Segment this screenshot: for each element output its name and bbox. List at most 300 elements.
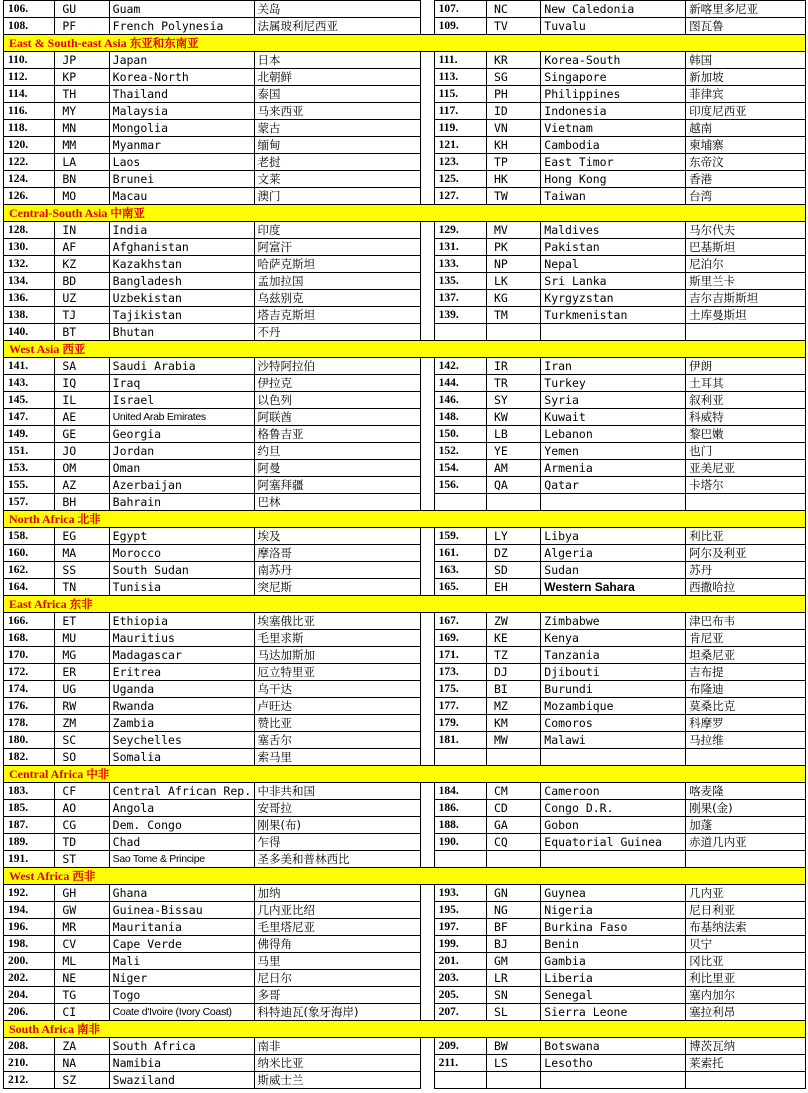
column-gap — [420, 698, 434, 715]
country-name-en: Laos — [109, 154, 254, 171]
country-name-en: Saudi Arabia — [109, 358, 254, 375]
country-code: BF — [486, 919, 540, 936]
country-index: 211. — [434, 1055, 486, 1072]
country-code: SD — [486, 562, 540, 579]
country-code: CQ — [486, 834, 540, 851]
table-row — [4, 545, 806, 562]
country-code: IR — [486, 358, 540, 375]
country-name-zh: 叙利亚 — [686, 392, 806, 409]
country-index: 196. — [4, 919, 55, 936]
country-name-zh: 科摩罗 — [686, 715, 806, 732]
country-name-zh: 几内亚比绍 — [254, 902, 420, 919]
country-name-en: Togo — [109, 987, 254, 1004]
country-index: 120. — [4, 137, 55, 154]
country-code: AO — [55, 800, 109, 817]
country-name-en — [541, 1072, 686, 1089]
country-code: IN — [55, 222, 109, 239]
country-name-zh: 摩洛哥 — [254, 545, 420, 562]
country-index: 162. — [4, 562, 55, 579]
country-name-zh: 印度 — [254, 222, 420, 239]
country-index: 206. — [4, 1004, 55, 1021]
country-index: 195. — [434, 902, 486, 919]
country-name-zh: 莱索托 — [686, 1055, 806, 1072]
table-row — [4, 1072, 806, 1089]
country-name-en: Burundi — [541, 681, 686, 698]
country-name-zh: 巴林 — [254, 494, 420, 511]
country-name-zh: 亚美尼亚 — [686, 460, 806, 477]
country-name-en: Turkmenistan — [541, 307, 686, 324]
country-code: EG — [55, 528, 109, 545]
country-code: CI — [55, 1004, 109, 1021]
country-name-en: Brunei — [109, 171, 254, 188]
column-gap — [420, 443, 434, 460]
country-name-zh: 西撒哈拉 — [686, 579, 806, 596]
country-name-en — [541, 494, 686, 511]
country-name-zh: 利比里亚 — [686, 970, 806, 987]
country-name-en: Uganda — [109, 681, 254, 698]
country-index: 199. — [434, 936, 486, 953]
country-code: BN — [55, 171, 109, 188]
country-code: OM — [55, 460, 109, 477]
table-row — [4, 171, 806, 188]
country-code: LA — [55, 154, 109, 171]
country-code: MY — [55, 103, 109, 120]
country-code: LR — [486, 970, 540, 987]
country-code: AF — [55, 239, 109, 256]
country-code: YE — [486, 443, 540, 460]
table-row — [4, 375, 806, 392]
country-code: SA — [55, 358, 109, 375]
country-index: 148. — [434, 409, 486, 426]
country-index: 150. — [434, 426, 486, 443]
country-name-zh: 加蓬 — [686, 817, 806, 834]
column-gap — [420, 273, 434, 290]
section-title-en: East Africa — [9, 597, 67, 611]
column-gap — [420, 647, 434, 664]
section-header — [4, 1021, 806, 1038]
table-row — [4, 137, 806, 154]
table-row — [4, 69, 806, 86]
country-name-zh: 文莱 — [254, 171, 420, 188]
table-row — [4, 1, 806, 18]
country-index: 175. — [434, 681, 486, 698]
country-name-zh: 科威特 — [686, 409, 806, 426]
section-header — [4, 766, 806, 783]
column-gap — [420, 137, 434, 154]
country-index: 114. — [4, 86, 55, 103]
country-code: MU — [55, 630, 109, 647]
country-index: 131. — [434, 239, 486, 256]
column-gap — [420, 86, 434, 103]
column-gap — [420, 307, 434, 324]
country-name-en: Tunisia — [109, 579, 254, 596]
country-name-en: Malaysia — [109, 103, 254, 120]
table-row — [4, 732, 806, 749]
country-code — [486, 749, 540, 766]
country-name-zh: 土耳其 — [686, 375, 806, 392]
country-name-zh: 巴基斯坦 — [686, 239, 806, 256]
country-name-en: Sri Lanka — [541, 273, 686, 290]
country-name-zh: 伊拉克 — [254, 375, 420, 392]
country-name-en: Djibouti — [541, 664, 686, 681]
country-name-zh: 苏丹 — [686, 562, 806, 579]
column-gap — [420, 664, 434, 681]
country-name-en: Burkina Faso — [541, 919, 686, 936]
country-index: 130. — [4, 239, 55, 256]
country-code: GE — [55, 426, 109, 443]
table-row — [4, 613, 806, 630]
country-index: 166. — [4, 613, 55, 630]
table-row — [4, 902, 806, 919]
country-code: HK — [486, 171, 540, 188]
country-index: 198. — [4, 936, 55, 953]
country-code: TZ — [486, 647, 540, 664]
country-name-zh: 孟加拉国 — [254, 273, 420, 290]
country-name-zh: 肯尼亚 — [686, 630, 806, 647]
country-name-en: Tuvalu — [541, 18, 686, 35]
table-row — [4, 800, 806, 817]
column-gap — [420, 987, 434, 1004]
country-name-zh: 伊朗 — [686, 358, 806, 375]
country-name-en: Guinea-Bissau — [109, 902, 254, 919]
country-index: 205. — [434, 987, 486, 1004]
country-code: NP — [486, 256, 540, 273]
country-code: BD — [55, 273, 109, 290]
country-name-en: Pakistan — [541, 239, 686, 256]
country-code: AE — [55, 409, 109, 426]
country-code: RW — [55, 698, 109, 715]
country-code: SZ — [55, 1072, 109, 1089]
country-code: ER — [55, 664, 109, 681]
country-index: 154. — [434, 460, 486, 477]
country-index: 153. — [4, 460, 55, 477]
country-name-zh: 几内亚 — [686, 885, 806, 902]
country-name-zh: 黎巴嫩 — [686, 426, 806, 443]
country-index: 177. — [434, 698, 486, 715]
country-index: 203. — [434, 970, 486, 987]
country-index: 135. — [434, 273, 486, 290]
section-header — [4, 868, 806, 885]
country-index: 116. — [4, 103, 55, 120]
country-code: BT — [55, 324, 109, 341]
country-index: 127. — [434, 188, 486, 205]
table-row — [4, 188, 806, 205]
table-row — [4, 290, 806, 307]
country-name-en: Iran — [541, 358, 686, 375]
country-name-zh: 阿塞拜疆 — [254, 477, 420, 494]
table-row — [4, 392, 806, 409]
country-code: PK — [486, 239, 540, 256]
country-name-en — [541, 324, 686, 341]
country-code: GW — [55, 902, 109, 919]
country-name-en: Kenya — [541, 630, 686, 647]
country-index: 106. — [4, 1, 55, 18]
table-row — [4, 103, 806, 120]
country-code: LY — [486, 528, 540, 545]
country-index: 173. — [434, 664, 486, 681]
country-name-en: New Caledonia — [541, 1, 686, 18]
column-gap — [420, 1038, 434, 1055]
country-name-zh: 尼日尔 — [254, 970, 420, 987]
country-index: 193. — [434, 885, 486, 902]
country-code: MV — [486, 222, 540, 239]
country-index: 197. — [434, 919, 486, 936]
country-name-zh — [686, 749, 806, 766]
table-row — [4, 18, 806, 35]
country-code: MZ — [486, 698, 540, 715]
country-code: TV — [486, 18, 540, 35]
column-gap — [420, 69, 434, 86]
column-gap — [420, 732, 434, 749]
country-code: QA — [486, 477, 540, 494]
country-index: 194. — [4, 902, 55, 919]
country-code: UZ — [55, 290, 109, 307]
country-code: BW — [486, 1038, 540, 1055]
column-gap — [420, 171, 434, 188]
section-title-en: West Asia — [9, 342, 60, 356]
column-gap — [420, 681, 434, 698]
country-name-zh: 乌干达 — [254, 681, 420, 698]
country-code: KM — [486, 715, 540, 732]
country-name-zh: 塞拉利昂 — [686, 1004, 806, 1021]
country-index: 179. — [434, 715, 486, 732]
country-name-zh: 约旦 — [254, 443, 420, 460]
country-index: 142. — [434, 358, 486, 375]
table-row — [4, 494, 806, 511]
country-name-zh: 乍得 — [254, 834, 420, 851]
column-gap — [420, 256, 434, 273]
country-code: BJ — [486, 936, 540, 953]
country-name-zh: 马尔代夫 — [686, 222, 806, 239]
country-name-en: Jordan — [109, 443, 254, 460]
country-code: IL — [55, 392, 109, 409]
country-code: IQ — [55, 375, 109, 392]
country-name-zh: 突尼斯 — [254, 579, 420, 596]
section-header — [4, 511, 806, 528]
country-name-zh: 尼泊尔 — [686, 256, 806, 273]
country-code: SO — [55, 749, 109, 766]
country-name-zh: 布隆迪 — [686, 681, 806, 698]
country-code: ID — [486, 103, 540, 120]
country-code: ZA — [55, 1038, 109, 1055]
country-name-en: Qatar — [541, 477, 686, 494]
column-gap — [420, 324, 434, 341]
country-name-zh: 北朝鲜 — [254, 69, 420, 86]
column-gap — [420, 630, 434, 647]
country-code: MN — [55, 120, 109, 137]
country-code: ZW — [486, 613, 540, 630]
country-name-zh: 土库曼斯坦 — [686, 307, 806, 324]
section-header — [4, 341, 806, 358]
country-code: MM — [55, 137, 109, 154]
column-gap — [420, 783, 434, 800]
country-name-en: Kuwait — [541, 409, 686, 426]
country-code: PH — [486, 86, 540, 103]
table-row — [4, 426, 806, 443]
country-name-zh: 斯里兰卡 — [686, 273, 806, 290]
country-name-en: Philippines — [541, 86, 686, 103]
country-name-zh: 津巴布韦 — [686, 613, 806, 630]
column-gap — [420, 409, 434, 426]
country-index: 149. — [4, 426, 55, 443]
country-index: 157. — [4, 494, 55, 511]
country-name-en: Lebanon — [541, 426, 686, 443]
section-title-zh: 东亚和东南亚 — [129, 36, 199, 50]
country-name-en: Cambodia — [541, 137, 686, 154]
country-name-zh: 关岛 — [254, 1, 420, 18]
country-code: ST — [55, 851, 109, 868]
country-name-zh: 哈萨克斯坦 — [254, 256, 420, 273]
country-code: LB — [486, 426, 540, 443]
country-index: 184. — [434, 783, 486, 800]
country-name-en: Armenia — [541, 460, 686, 477]
country-name-zh: 科特迪瓦(象牙海岸) — [254, 1004, 420, 1021]
table-row — [4, 749, 806, 766]
country-name-en: Morocco — [109, 545, 254, 562]
column-gap — [420, 1072, 434, 1089]
country-name-en: Zambia — [109, 715, 254, 732]
section-title — [4, 868, 806, 885]
country-code: ZM — [55, 715, 109, 732]
country-code-table — [3, 0, 806, 1089]
country-index: 124. — [4, 171, 55, 188]
country-name-en: Eritrea — [109, 664, 254, 681]
column-gap — [420, 970, 434, 987]
country-name-zh: 佛得角 — [254, 936, 420, 953]
section-title-zh: 北非 — [77, 512, 101, 526]
country-name-en: Mongolia — [109, 120, 254, 137]
country-name-zh: 图瓦鲁 — [686, 18, 806, 35]
country-name-en: Mauritius — [109, 630, 254, 647]
column-gap — [420, 52, 434, 69]
country-index: 183. — [4, 783, 55, 800]
country-index: 121. — [434, 137, 486, 154]
column-gap — [420, 851, 434, 868]
column-gap — [420, 426, 434, 443]
section-title — [4, 1021, 806, 1038]
column-gap — [420, 188, 434, 205]
country-name-zh: 塞内加尔 — [686, 987, 806, 1004]
country-name-zh: 南非 — [254, 1038, 420, 1055]
country-index: 118. — [4, 120, 55, 137]
country-code: EH — [486, 579, 540, 596]
country-name-en: Libya — [541, 528, 686, 545]
country-code: NC — [486, 1, 540, 18]
country-name-en: India — [109, 222, 254, 239]
table-row — [4, 528, 806, 545]
country-code: SN — [486, 987, 540, 1004]
column-gap — [420, 222, 434, 239]
country-index: 168. — [4, 630, 55, 647]
country-name-en: Namibia — [109, 1055, 254, 1072]
country-name-zh: 马拉维 — [686, 732, 806, 749]
country-code: TW — [486, 188, 540, 205]
country-name-zh: 香港 — [686, 171, 806, 188]
country-name-en: Sao Tome & Principe — [109, 851, 254, 868]
country-name-en: Seychelles — [109, 732, 254, 749]
country-name-zh: 冈比亚 — [686, 953, 806, 970]
country-index — [434, 324, 486, 341]
country-name-en: Comoros — [541, 715, 686, 732]
country-name-en: Gobon — [541, 817, 686, 834]
country-index: 152. — [434, 443, 486, 460]
country-index: 125. — [434, 171, 486, 188]
table-row — [4, 681, 806, 698]
country-name-en: Nepal — [541, 256, 686, 273]
country-index: 169. — [434, 630, 486, 647]
country-name-zh: 贝宁 — [686, 936, 806, 953]
country-index: 191. — [4, 851, 55, 868]
country-index: 171. — [434, 647, 486, 664]
country-name-zh: 吉尔吉斯斯坦 — [686, 290, 806, 307]
column-gap — [420, 885, 434, 902]
country-code: VN — [486, 120, 540, 137]
country-index: 172. — [4, 664, 55, 681]
country-code: KE — [486, 630, 540, 647]
country-code: GN — [486, 885, 540, 902]
country-name-en: Indonesia — [541, 103, 686, 120]
country-name-zh: 坦桑尼亚 — [686, 647, 806, 664]
country-name-zh — [686, 324, 806, 341]
country-name-zh: 埃塞俄比亚 — [254, 613, 420, 630]
country-code: TR — [486, 375, 540, 392]
country-name-en: Oman — [109, 460, 254, 477]
country-index: 174. — [4, 681, 55, 698]
country-name-en: Benin — [541, 936, 686, 953]
country-code: TG — [55, 987, 109, 1004]
country-name-en: South Sudan — [109, 562, 254, 579]
country-code: ML — [55, 953, 109, 970]
country-index: 158. — [4, 528, 55, 545]
column-gap — [420, 528, 434, 545]
country-code: KZ — [55, 256, 109, 273]
country-index: 165. — [434, 579, 486, 596]
country-name-zh: 厄立特里亚 — [254, 664, 420, 681]
table-row — [4, 630, 806, 647]
country-index: 185. — [4, 800, 55, 817]
section-title-zh: 中非 — [86, 767, 110, 781]
table-row — [4, 307, 806, 324]
country-code: KW — [486, 409, 540, 426]
table-row — [4, 443, 806, 460]
country-index: 147. — [4, 409, 55, 426]
country-code: TH — [55, 86, 109, 103]
country-name-en: United Arab Emirates — [109, 409, 254, 426]
table-row — [4, 222, 806, 239]
country-index: 138. — [4, 307, 55, 324]
country-name-zh: 卢旺达 — [254, 698, 420, 715]
country-name-en: Swaziland — [109, 1072, 254, 1089]
country-name-zh: 老挝 — [254, 154, 420, 171]
country-index: 176. — [4, 698, 55, 715]
column-gap — [420, 579, 434, 596]
table-row — [4, 120, 806, 137]
country-name-zh: 日本 — [254, 52, 420, 69]
country-name-zh: 布基纳法索 — [686, 919, 806, 936]
country-code: NE — [55, 970, 109, 987]
country-name-en: Yemen — [541, 443, 686, 460]
country-code: SL — [486, 1004, 540, 1021]
country-name-zh: 喀麦隆 — [686, 783, 806, 800]
country-index: 163. — [434, 562, 486, 579]
country-name-en: Nigeria — [541, 902, 686, 919]
country-index: 180. — [4, 732, 55, 749]
country-code: DJ — [486, 664, 540, 681]
country-name-en: Dem. Congo — [109, 817, 254, 834]
country-code — [486, 851, 540, 868]
country-name-zh: 南苏丹 — [254, 562, 420, 579]
country-code: TM — [486, 307, 540, 324]
